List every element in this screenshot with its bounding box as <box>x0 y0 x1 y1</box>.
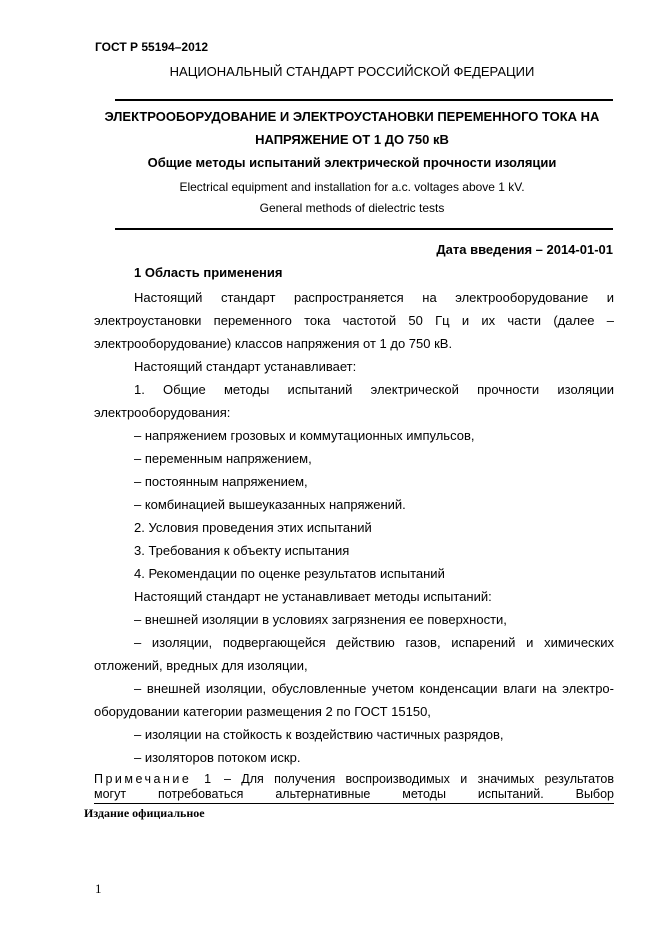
title-subtitle: Общие методы испытаний электрической прочности изоляции <box>147 155 557 170</box>
list-item: – внешней изоляции, обусловленные учетом конденсации влаги на электро- <box>134 681 614 696</box>
list-item: 4. Рекомендации по оценке результатов испытаний <box>134 566 445 581</box>
list-item: 3. Требования к объекту испытания <box>134 543 350 558</box>
section-heading: 1 Область применения <box>134 265 283 280</box>
body-line: электрооборудование) классов напряжения от 1 до 750 кВ. <box>94 336 453 351</box>
list-item: – изоляции на стойкость к воздействию частичных разрядов, <box>134 727 504 742</box>
body-line: Настоящий стандарт не устанавливает методы испытаний: <box>134 589 492 604</box>
list-item: – комбинацией вышеуказанных напряжений. <box>134 497 406 512</box>
list-item: – изоляторов потоком искр. <box>134 750 301 765</box>
note-text: – Для получения воспроизводимых и значимых результатов <box>213 772 614 786</box>
note-line-2: могут потребоваться альтернативные методы испытаний. Выбор <box>94 787 614 801</box>
body-line: отложений, вредных для изоляции, <box>94 658 308 673</box>
list-item: – изоляции, подвергающейся действию газов, испарений и химических <box>134 635 614 650</box>
note-label: Примечание 1 <box>94 772 214 786</box>
english-title-line-2: General methods of dielectric tests <box>259 201 445 215</box>
list-item: – внешней изоляции в условиях загрязнения ее поверхности, <box>134 612 507 627</box>
english-title-line-1: Electrical equipment and installation for a.c. voltages above 1 kV. <box>179 180 525 194</box>
title-line-1: ЭЛЕКТРООБОРУДОВАНИЕ И ЭЛЕКТРОУСТАНОВКИ ПЕРЕМЕННОГО ТОКА НА <box>104 109 600 124</box>
body-line: Настоящий стандарт распространяется на электрооборудование и <box>134 290 614 305</box>
document-code: ГОСТ Р 55194–2012 <box>95 40 209 54</box>
list-item: – переменным напряжением, <box>134 451 312 466</box>
list-item: – напряжением грозовых и коммутационных импульсов, <box>134 428 475 443</box>
body-line: электроустановки переменного тока частотой 50 Гц и их части (далее – <box>94 313 614 328</box>
introduction-date: Дата введения – 2014-01-01 <box>436 242 613 257</box>
list-item: – постоянным напряжением, <box>134 474 308 489</box>
list-item: 2. Условия проведения этих испытаний <box>134 520 372 535</box>
edition-label: Издание официальное <box>84 806 205 820</box>
page-number: 1 <box>95 881 102 896</box>
title-bottom-rule <box>115 228 613 230</box>
standard-name: НАЦИОНАЛЬНЫЙ СТАНДАРТ РОССИЙСКОЙ ФЕДЕРАЦИИ <box>169 64 535 79</box>
title-top-rule <box>115 99 613 101</box>
title-line-2: НАПРЯЖЕНИЕ ОТ 1 ДО 750 кВ <box>255 132 449 147</box>
footer-rule <box>94 803 614 804</box>
body-line: 1. Общие методы испытаний электрической прочности изоляции <box>134 382 614 397</box>
note-line-1 <box>94 772 614 786</box>
body-line: электрооборудования: <box>94 405 231 420</box>
body-line: Настоящий стандарт устанавливает: <box>134 359 357 374</box>
body-line: оборудовании категории размещения 2 по ГОСТ 15150, <box>94 704 431 719</box>
